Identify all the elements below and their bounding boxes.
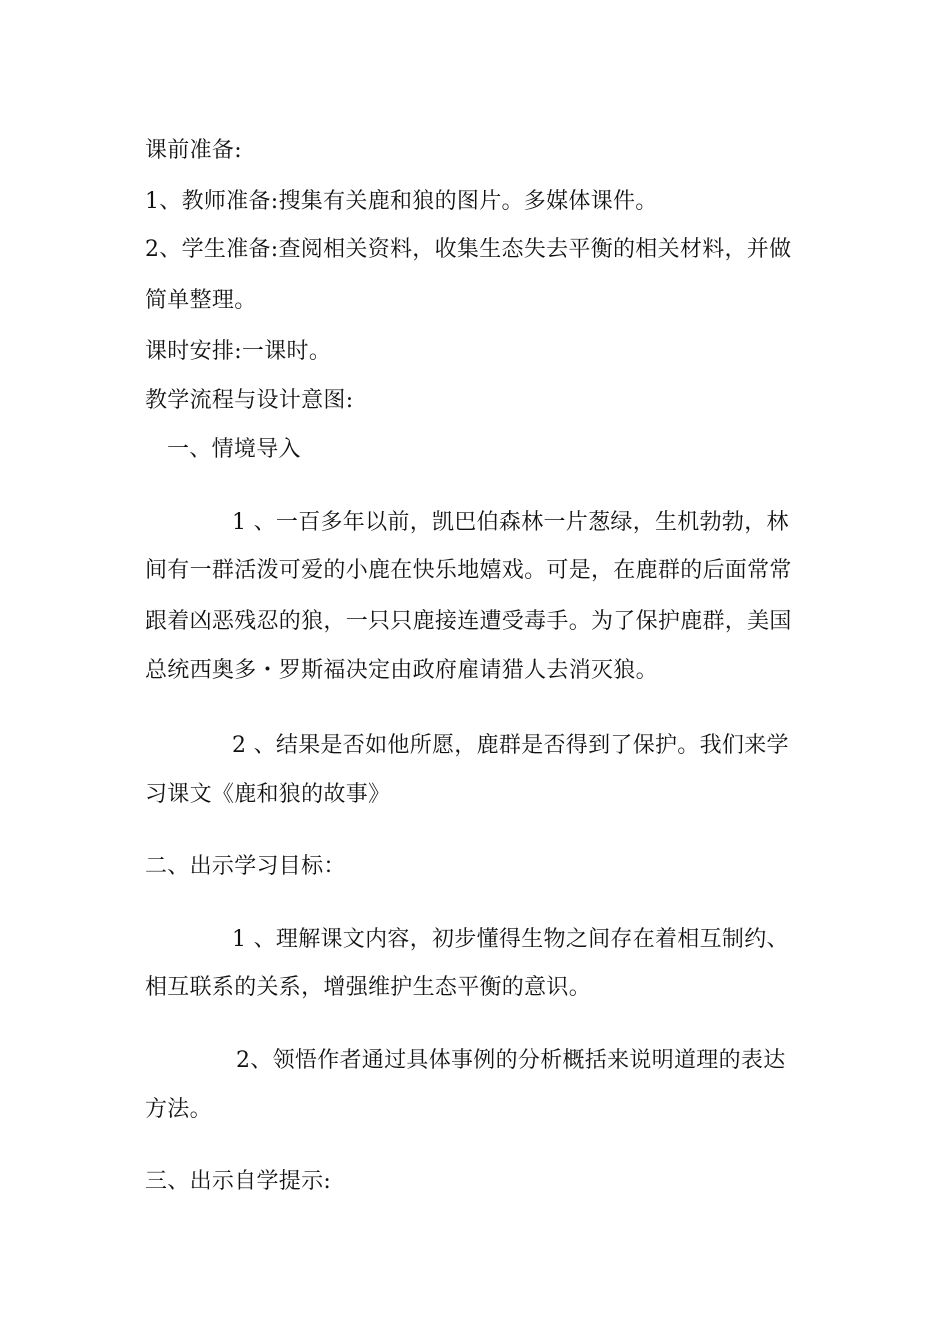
section-1-heading: 一、情境导入 [167, 437, 301, 462]
section-1-paragraph-1-line-2: 间有一群活泼可爱的小鹿在快乐地嬉戏。可是，在鹿群的后面常常 [145, 558, 792, 583]
prep-heading: 课前准备: [145, 138, 242, 163]
section-2-heading: 二、出示学习目标： [145, 854, 346, 879]
section-1-paragraph-1-line-1: 1 、一百多年以前，凯巴伯森林一片葱绿，生机勃勃，林 [232, 510, 789, 535]
schedule: 课时安排:一课时。 [145, 339, 332, 364]
section-1-paragraph-1-line-4: 总统西奥多・罗斯福决定由政府雇请猎人去消灭狼。 [145, 658, 658, 683]
section-2-paragraph-2-line-2: 方法。 [145, 1097, 212, 1122]
teacher-prep: 1、教师准备:搜集有关鹿和狼的图片。多媒体课件。 [145, 189, 658, 214]
flow-heading: 教学流程与设计意图: [145, 388, 354, 413]
section-1-paragraph-2-line-2: 习课文《鹿和狼的故事》 [145, 782, 391, 807]
section-2-paragraph-1-line-2: 相互联系的关系，增强维护生态平衡的意识。 [145, 975, 592, 1000]
section-2-paragraph-2-line-1: 2、领悟作者通过具体事例的分析概括来说明道理的表达 [236, 1048, 786, 1073]
section-1-paragraph-1-line-3: 跟着凶恶残忍的狼，一只只鹿接连遭受毒手。为了保护鹿群，美国 [145, 609, 792, 634]
student-prep-line-1: 2、学生准备:查阅相关资料，收集生态失去平衡的相关材料，并做 [145, 237, 792, 262]
section-2-paragraph-1-line-1: 1 、理解课文内容，初步懂得生物之间存在着相互制约、 [232, 927, 789, 952]
section-3-heading: 三、出示自学提示: [145, 1169, 332, 1194]
section-1-paragraph-2-line-1: 2 、结果是否如他所愿，鹿群是否得到了保护。我们来学 [232, 733, 789, 758]
student-prep-line-2: 简单整理。 [145, 288, 257, 313]
